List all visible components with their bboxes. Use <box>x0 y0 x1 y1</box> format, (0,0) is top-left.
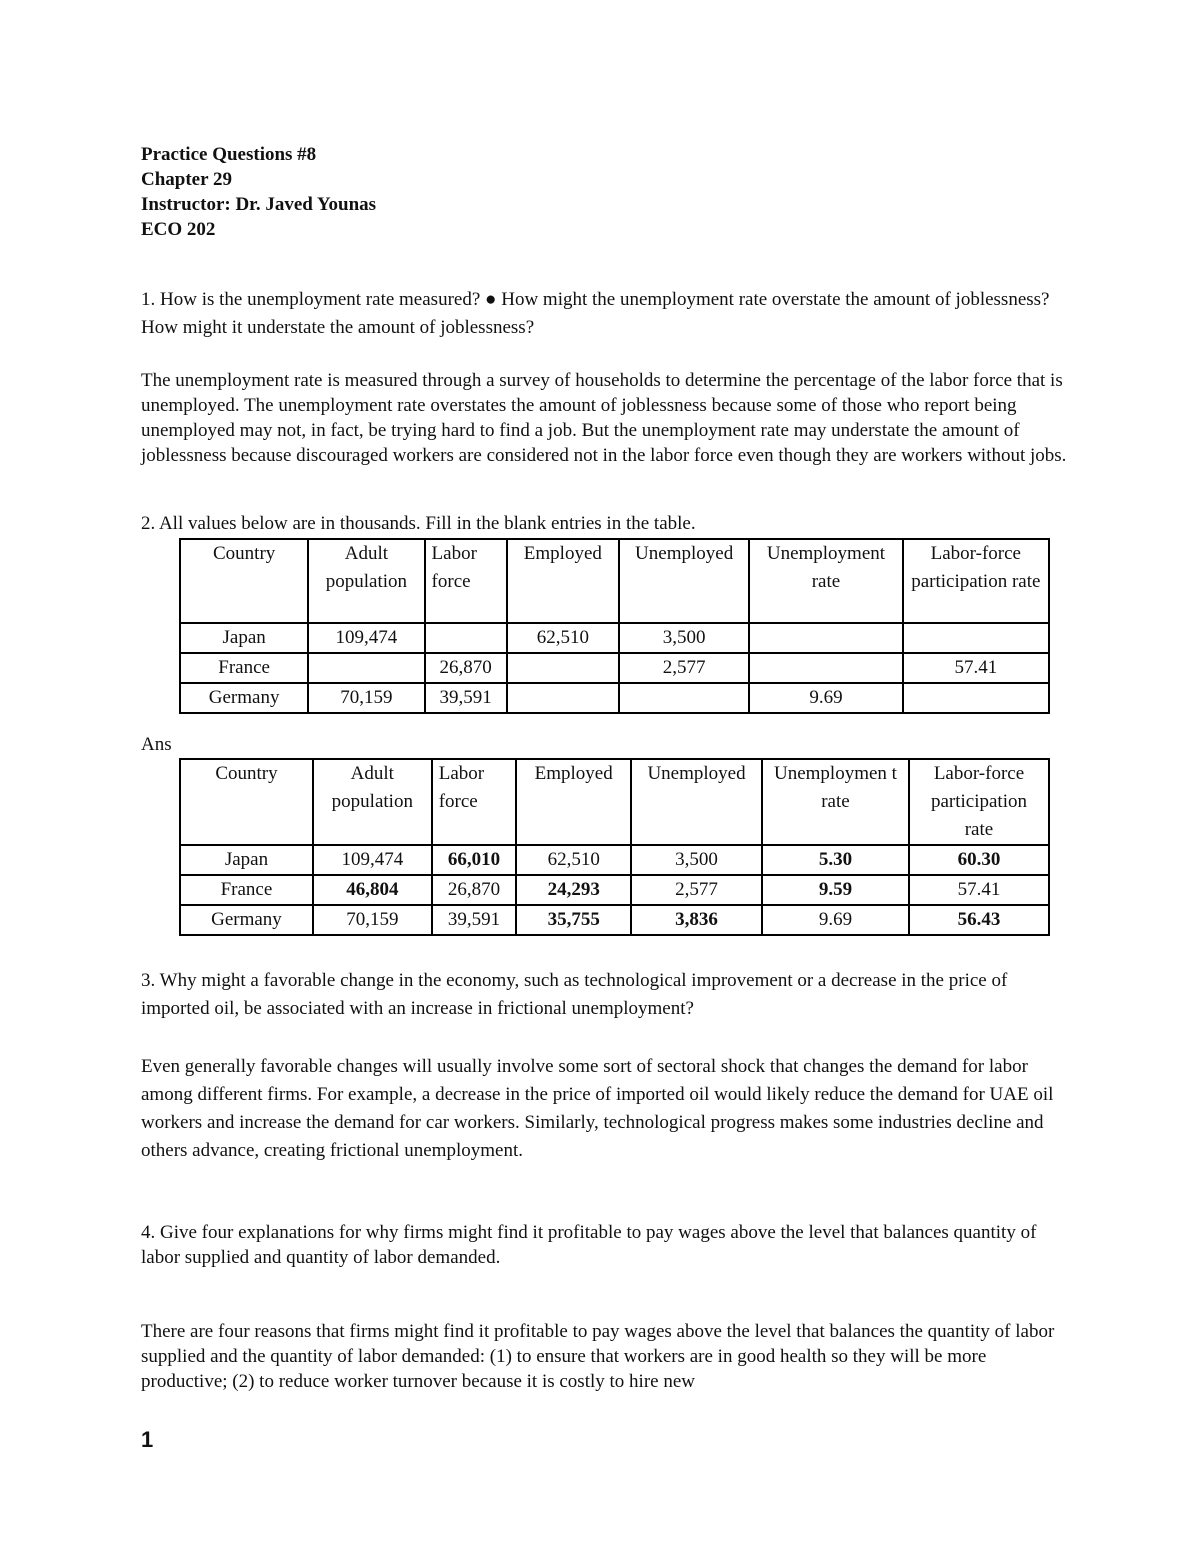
answer-label: Ans <box>141 734 172 755</box>
table-row <box>180 623 1049 653</box>
table-cell <box>425 623 507 653</box>
table-cell: 70,159 <box>313 905 432 935</box>
table-cell: France <box>180 875 313 905</box>
course-code: ECO 202 <box>141 219 216 240</box>
table-cell: 5.30 <box>762 845 909 875</box>
table-cell: 9.69 <box>762 905 909 935</box>
table-cell: Japan <box>180 623 308 653</box>
column-header: Unemployed <box>619 539 749 623</box>
column-header: Employed <box>507 539 619 623</box>
table-cell: 3,500 <box>631 845 762 875</box>
answer-table <box>179 758 1050 936</box>
table-cell: 70,159 <box>308 683 424 713</box>
instructor-label: Instructor: Dr. Javed Younas <box>141 194 377 215</box>
column-header: Adult population <box>308 539 424 623</box>
blank-table <box>179 538 1050 714</box>
table-cell: 2,577 <box>631 875 762 905</box>
table-cell: 39,591 <box>432 905 517 935</box>
table-cell: 46,804 <box>313 875 432 905</box>
column-header: Country <box>180 759 313 845</box>
table-header-row <box>180 759 1049 845</box>
table-cell: 26,870 <box>432 875 517 905</box>
column-header: Unemployed <box>631 759 762 845</box>
page-number: 1 <box>141 1427 154 1452</box>
question-1: 1. How is the unemployment rate measured? ● How might the unemployment rate overstate the amount of joblessness? How might it understate the amount of joblessness? <box>141 289 1050 338</box>
table-cell: 9.59 <box>762 875 909 905</box>
table-cell <box>749 653 902 683</box>
table-cell: 66,010 <box>432 845 517 875</box>
table-cell <box>903 683 1049 713</box>
question-4: 4. Give four explanations for why firms might find it profitable to pay wages above the level that balances quantity of labor supplied and quantity of labor demanded. <box>141 1222 1037 1268</box>
column-header: Unemploymen t rate <box>762 759 909 845</box>
table-cell: 39,591 <box>425 683 507 713</box>
table-cell: France <box>180 653 308 683</box>
table-cell <box>308 653 424 683</box>
table-cell <box>507 683 619 713</box>
table-cell: 35,755 <box>516 905 631 935</box>
table-cell: 56.43 <box>909 905 1049 935</box>
doc-title: Practice Questions #8 <box>141 144 317 165</box>
chapter-label: Chapter 29 <box>141 169 232 190</box>
table-cell <box>507 653 619 683</box>
table-cell: Germany <box>180 683 308 713</box>
table-cell: 57.41 <box>909 875 1049 905</box>
column-header: Labor-force participation rate <box>903 539 1049 623</box>
table-cell: 3,836 <box>631 905 762 935</box>
table-cell: 26,870 <box>425 653 507 683</box>
table-cell <box>619 683 749 713</box>
table-cell: 109,474 <box>313 845 432 875</box>
table-cell <box>903 623 1049 653</box>
table-row <box>180 845 1049 875</box>
table-row <box>180 653 1049 683</box>
table-cell: 62,510 <box>507 623 619 653</box>
answer-3: Even generally favorable changes will usually involve some sort of sectoral shock that changes the demand for labor among different firms. For example, a decrease in the price of imported oil would likely reduce the demand for UAE oil workers and increase the demand for car workers. Similarly, technological progress makes some industries decline and others advance, creating frictional unemployment. <box>141 1056 1054 1161</box>
answer-1: The unemployment rate is measured through a survey of households to determine the percentage of the labor force that is unemployed. The unemployment rate overstates the amount of joblessness because some of those who report being unemployed may not, in fact, be trying hard to find a job. But the unemployment rate may understate the amount of joblessness because discouraged workers are considered not in the labor force even though they are workers without jobs. <box>141 370 1067 466</box>
answer-4: There are four reasons that firms might find it profitable to pay wages above the level that balances the quantity of labor supplied and the quantity of labor demanded: (1) to ensure that workers are in good health so they will be more productive; (2) to reduce worker turnover because it is costly to hire new <box>141 1321 1055 1392</box>
question-3: 3. Why might a favorable change in the economy, such as technological improvement or a decrease in the price of imported oil, be associated with an increase in frictional unemployment? <box>141 970 1008 1019</box>
column-header: Labor force <box>425 539 507 623</box>
table-header-row <box>180 539 1049 623</box>
column-header: Unemployment rate <box>749 539 902 623</box>
table-cell: 2,577 <box>619 653 749 683</box>
table-row <box>180 683 1049 713</box>
table-cell: 57.41 <box>903 653 1049 683</box>
table-row <box>180 875 1049 905</box>
table-row <box>180 905 1049 935</box>
table-cell: 24,293 <box>516 875 631 905</box>
question-2: 2. All values below are in thousands. Fill in the blank entries in the table. <box>141 513 696 534</box>
table-cell: 109,474 <box>308 623 424 653</box>
table-cell: Germany <box>180 905 313 935</box>
table-cell: Japan <box>180 845 313 875</box>
table-cell <box>749 623 902 653</box>
column-header: Labor force <box>432 759 517 845</box>
table-cell: 60.30 <box>909 845 1049 875</box>
column-header: Adult population <box>313 759 432 845</box>
column-header: Country <box>180 539 308 623</box>
table-cell: 9.69 <box>749 683 902 713</box>
table-cell: 62,510 <box>516 845 631 875</box>
column-header: Labor-force participation rate <box>909 759 1049 845</box>
column-header: Employed <box>516 759 631 845</box>
table-cell: 3,500 <box>619 623 749 653</box>
